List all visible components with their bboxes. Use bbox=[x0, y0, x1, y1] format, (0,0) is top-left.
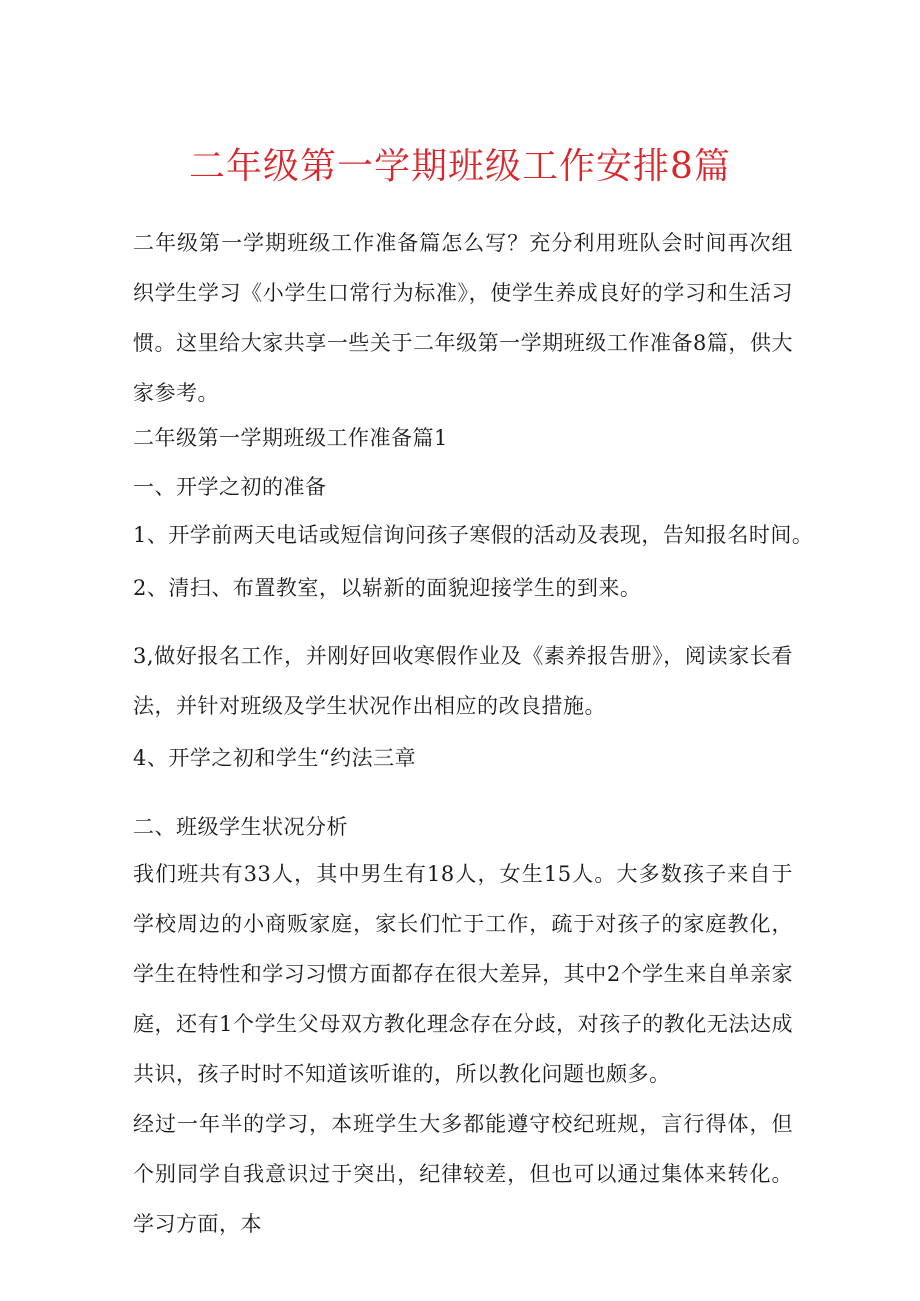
part1-heading: 一、开学之初的准备 bbox=[133, 475, 327, 499]
document-title: 二年级第一学期班级工作安排8篇 bbox=[189, 146, 731, 187]
intro-paragraph: 二年级第一学期班级工作准备篇怎么写？充分利用班队会时间再次组织学生学习《小学生口常行为标准》，使学生养成良好的学习和生活习惯。这里给大家共享一些关于二年级第一学期班级工作准备8篇，供大家参考。 bbox=[133, 231, 793, 405]
list-item-2: 2、清扫、布置教室，以崭新的面貌迎接学生的到来。 bbox=[133, 576, 642, 600]
list-item-1: 1、开学前两天电话或短信询问孩子寒假的活动及表现，告知报名时间。 bbox=[133, 523, 814, 547]
part2-paragraph-2: 经过一年半的学习，本班学生大多都能遵守校纪班规，言行得体，但个别同学自我意识过于突出，纪律较差，但也可以通过集体来转化。学习方面，本 bbox=[133, 1112, 793, 1236]
list-item-4: 4、开学之初和学生“约法三章 bbox=[133, 746, 417, 770]
section-heading: 二年级第一学期班级工作准备篇1 bbox=[133, 426, 448, 450]
part2-paragraph-1: 我们班共有33人，其中男生有18人，女生15人。大多数孩子来自于学校周边的小商贩家庭，家长们忙于工作，疏于对孩子的家庭教化，学生在特性和学习习惯方面都存在很大差异，其中2个学生来自单亲家庭，还有1个学生父母双方教化理念存在分歧，对孩子的教化无法达成共识，孩子时时不知道该听谁的，所以教化问题也颇多。 bbox=[133, 862, 793, 1086]
part2-heading: 二、班级学生状况分析 bbox=[133, 815, 348, 839]
list-item-3: 3,做好报名工作，并刚好回收寒假作业及《素养报告册》，阅读家长看法，并针对班级及学生状况作出相应的改良措施。 bbox=[133, 644, 793, 718]
